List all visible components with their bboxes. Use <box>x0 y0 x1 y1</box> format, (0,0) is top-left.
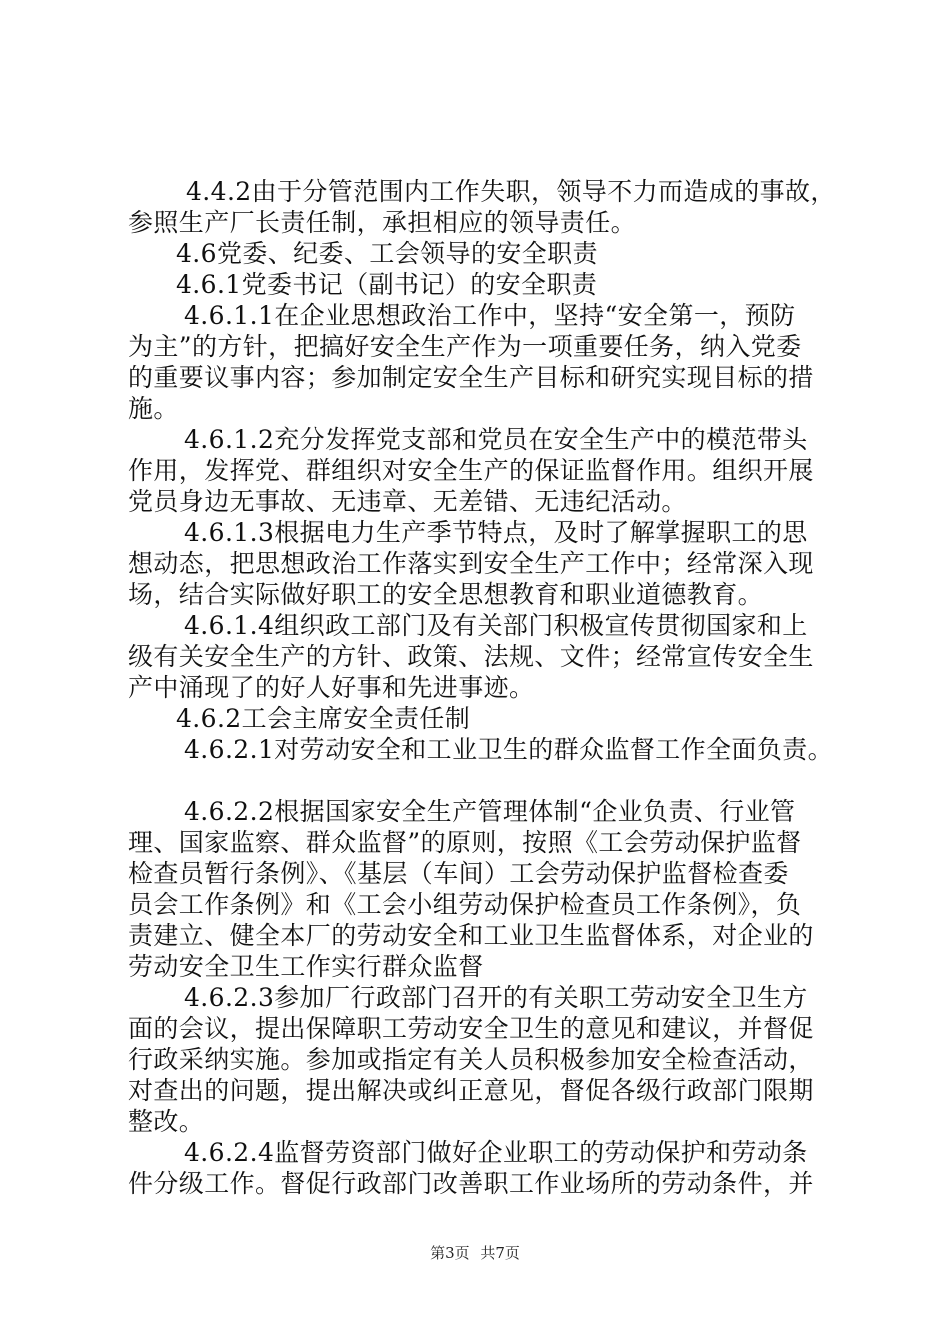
document-body <box>128 176 848 1199</box>
page-total: 共7页 <box>480 1244 520 1262</box>
paragraph-line: 4.6.1.3根据电力生产季节特点，及时了解掌握职工的思 <box>184 518 808 547</box>
paragraph-line: 作用，发挥党、群组织对安全生产的保证监督作用。组织开展 <box>128 456 814 485</box>
paragraph-line: 为主”的方针，把搞好安全生产作为一项重要任务，纳入党委 <box>128 332 802 361</box>
page-number: 第3页 <box>430 1244 470 1262</box>
paragraph-line: 参照生产厂长责任制，承担相应的领导责任。 <box>128 208 637 237</box>
paragraph-line: 检查员暂行条例》、《基层（车间）工会劳动保护监督检查委 <box>128 859 789 888</box>
paragraph-line: 理、国家监察、群众监督”的原则，按照《工会劳动保护监督 <box>128 828 802 857</box>
paragraph-line: 整改。 <box>128 1107 205 1136</box>
paragraph-line: 4.6.1.4组织政工部门及有关部门积极宣传贯彻国家和上 <box>184 611 808 640</box>
page-footer <box>0 1242 950 1263</box>
paragraph-line: 4.6.1.2充分发挥党支部和党员在安全生产中的模范带头 <box>184 425 808 454</box>
section-heading: 4.6党委、纪委、工会领导的安全职责 <box>176 239 598 268</box>
paragraph-line: 4.6.1.1在企业思想政治工作中，坚持“安全第一，预防 <box>184 301 796 330</box>
paragraph-line: 员会工作条例》和《工会小组劳动保护检查员工作条例》，负 <box>128 890 802 919</box>
paragraph-line: 想动态，把思想政治工作落实到安全生产工作中；经常深入现 <box>128 549 814 578</box>
paragraph-line: 产中涌现了的好人好事和先进事迹。 <box>128 673 535 702</box>
paragraph-line: 场，结合实际做好职工的安全思想教育和职业道德教育。 <box>128 580 764 609</box>
paragraph-line: 4.6.2.1对劳动安全和工业卫生的群众监督工作全面负责。 <box>184 735 834 764</box>
paragraph-line: 施。 <box>128 394 179 423</box>
paragraph-line: 级有关安全生产的方针、政策、法规、文件；经常宣传安全生 <box>128 642 814 671</box>
paragraph-line: 责建立、健全本厂的劳动安全和工业卫生监督体系，对企业的 <box>128 921 814 950</box>
paragraph-line: 件分级工作。督促行政部门改善职工作业场所的劳动条件，并 <box>128 1169 814 1198</box>
paragraph-line: 劳动安全卫生工作实行群众监督 <box>128 952 484 981</box>
section-heading: 4.6.1党委书记（副书记）的安全职责 <box>176 270 598 299</box>
paragraph-line: 4.6.2.2根据国家安全生产管理体制“企业负责、行业管 <box>184 797 796 826</box>
paragraph-line: 面的会议，提出保障职工劳动安全卫生的意见和建议，并督促 <box>128 1014 814 1043</box>
blank-line <box>128 765 848 796</box>
paragraph-line: 行政采纳实施。参加或指定有关人员积极参加安全检查活动， <box>128 1045 814 1074</box>
section-heading: 4.6.2工会主席安全责任制 <box>176 704 471 733</box>
paragraph-line: 党员身边无事故、无违章、无差错、无违纪活动。 <box>128 487 687 516</box>
paragraph-line: 的重要议事内容；参加制定安全生产目标和研究实现目标的措 <box>128 363 814 392</box>
paragraph-line: 4.6.2.3参加厂行政部门召开的有关职工劳动安全卫生方 <box>184 983 808 1012</box>
paragraph-line: 4.6.2.4监督劳资部门做好企业职工的劳动保护和劳动条 <box>184 1138 808 1167</box>
paragraph-line: 对查出的问题，提出解决或纠正意见，督促各级行政部门限期 <box>128 1076 814 1105</box>
paragraph-line: 4.4.2由于分管范围内工作失职，领导不力而造成的事故， <box>186 177 836 206</box>
